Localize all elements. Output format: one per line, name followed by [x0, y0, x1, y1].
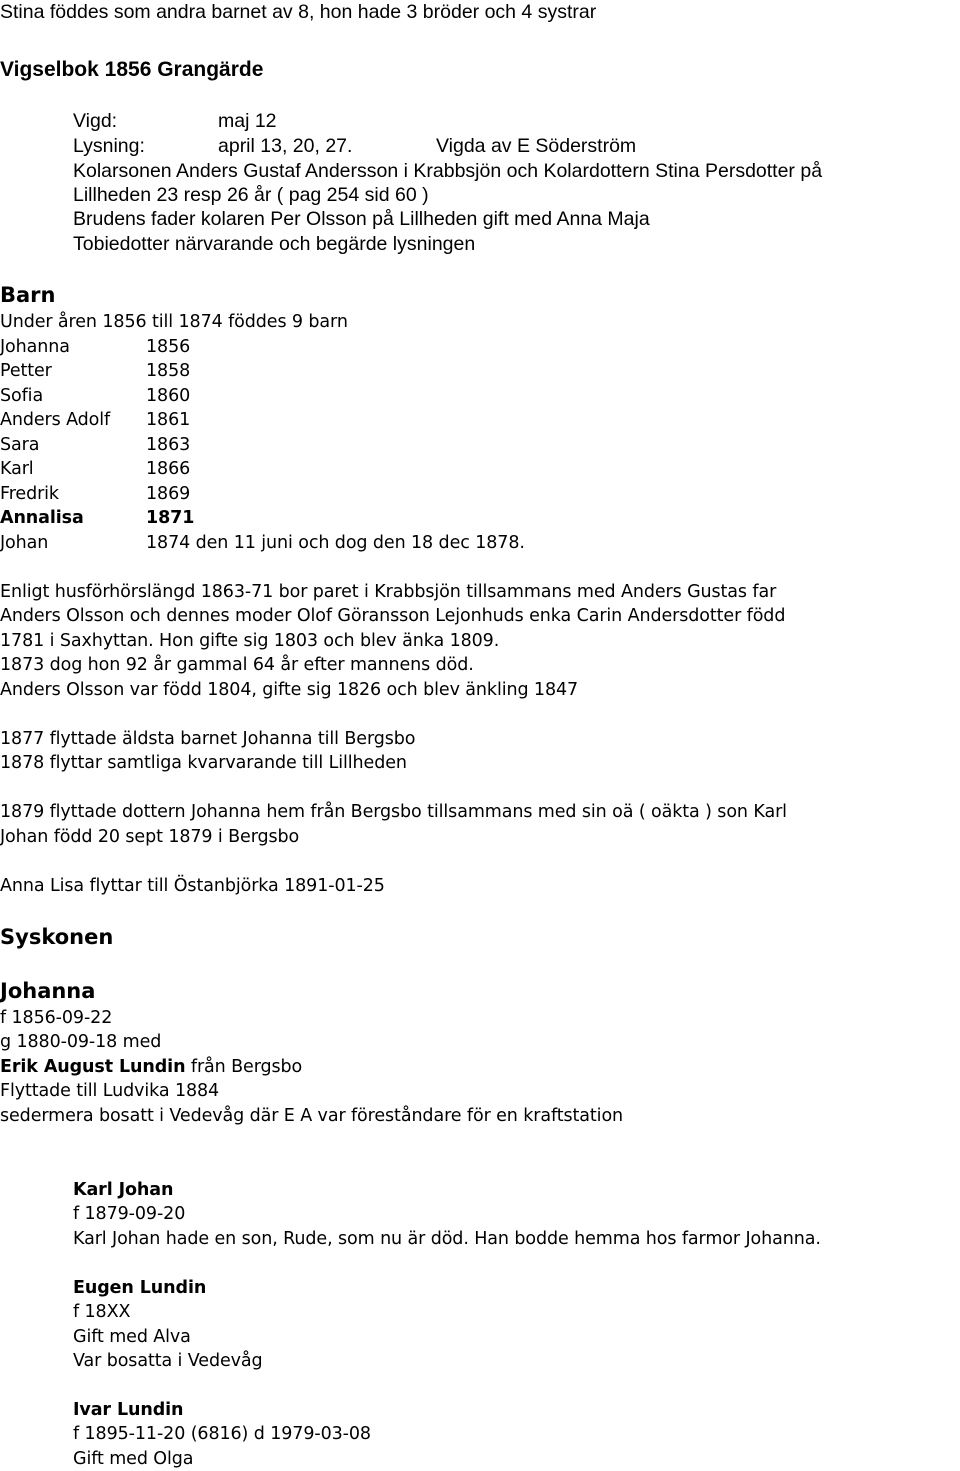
marriage-line: Brudens fader kolaren Per Olsson på Lillheden gift med Anna Maja: [73, 208, 650, 230]
child-name: Sofia: [0, 386, 44, 406]
flytt-line: 1877 flyttade äldsta barnet Johanna till Bergsbo: [0, 729, 416, 749]
child-row: [0, 433, 191, 457]
johanna-spouse: [0, 1055, 302, 1079]
marriage-line: Lillheden 23 resp 26 år ( pag 254 sid 60 ): [73, 184, 429, 206]
intro-text: Stina föddes som andra barnet av 8, hon hade 3 bröder och 4 systrar: [0, 1, 597, 23]
spouse-name: Erik August Lundin: [0, 1057, 186, 1077]
child-year: 1858: [146, 361, 191, 381]
lysning-label: Lysning:: [73, 135, 145, 157]
child-row: [0, 482, 191, 506]
eugen-born: f 18XX: [73, 1302, 131, 1322]
child-year: 1869: [146, 484, 191, 504]
child-year: 1860: [146, 386, 191, 406]
vigda-av: Vigda av E Söderström: [436, 135, 637, 157]
child-name: Fredrik: [0, 484, 59, 504]
husforhor-line: 1873 dog hon 92 år gammal 64 år efter mannens död.: [0, 655, 474, 675]
child-row: [0, 384, 191, 408]
johanna-married: g 1880-09-18 med: [0, 1032, 162, 1052]
child-year: 1871: [146, 508, 195, 528]
vigselbok-heading: Vigselbok 1856 Grangärde: [0, 58, 264, 81]
karl-johan-note: Karl Johan hade en son, Rude, som nu är död. Han bodde hemma hos farmor Johanna.: [73, 1229, 821, 1249]
husforhor-line: Anders Olsson var född 1804, gifte sig 1826 och blev änkling 1847: [0, 680, 579, 700]
johanna-later: sedermera bosatt i Vedevåg där E A var föreståndare för en kraftstation: [0, 1106, 624, 1126]
vigd-value: maj 12: [218, 110, 277, 132]
johanna-heading: Johanna: [0, 979, 96, 1003]
child-row: [0, 506, 195, 530]
marriage-line: Kolarsonen Anders Gustaf Andersson i Krabbsjön och Kolardottern Stina Persdotter på: [73, 160, 823, 182]
child-year: 1874 den 11 juni och dog den 18 dec 1878.: [146, 533, 525, 553]
husforhor-line: Enligt husförhörslängd 1863-71 bor paret i Krabbsjön tillsammans med Anders Gustas far: [0, 582, 777, 602]
lysning-row: [73, 134, 637, 158]
dottern-line: Johan född 20 sept 1879 i Bergsbo: [0, 827, 300, 847]
child-name: Karl: [0, 459, 34, 479]
vigd-row: [73, 109, 277, 133]
child-year: 1866: [146, 459, 191, 479]
barn-heading: Barn: [0, 283, 56, 307]
karl-johan-born: f 1879-09-20: [73, 1204, 186, 1224]
ivar-name: Ivar Lundin: [73, 1400, 184, 1420]
ivar-born: f 1895-11-20 (6816) d 1979-03-08: [73, 1424, 371, 1444]
eugen-married: Gift med Alva: [73, 1327, 191, 1347]
child-row: [0, 531, 525, 555]
child-name: Annalisa: [0, 508, 84, 528]
lysning-value: april 13, 20, 27.: [218, 135, 353, 157]
vigd-label: Vigd:: [73, 110, 118, 132]
child-row: [0, 359, 191, 383]
child-name: Johan: [0, 533, 49, 553]
anna-lisa-line: Anna Lisa flyttar till Östanbjörka 1891-01-25: [0, 876, 385, 896]
child-row: [0, 335, 191, 359]
husforhor-line: 1781 i Saxhyttan. Hon gifte sig 1803 och blev änka 1809.: [0, 631, 500, 651]
eugen-lived: Var bosatta i Vedevåg: [73, 1351, 263, 1371]
child-row: [0, 408, 191, 432]
johanna-born: f 1856-09-22: [0, 1008, 113, 1028]
spouse-origin: från Bergsbo: [185, 1057, 303, 1077]
ivar-married: Gift med Olga: [73, 1449, 194, 1469]
flytt-line: 1878 flyttar samtliga kvarvarande till Lillheden: [0, 753, 407, 773]
johanna-moved: Flyttade till Ludvika 1884: [0, 1081, 220, 1101]
syskonen-heading: Syskonen: [0, 925, 114, 949]
husforhor-line: Anders Olsson och dennes moder Olof Göransson Lejonhuds enka Carin Andersdotter född: [0, 606, 786, 626]
dottern-line: 1879 flyttade dottern Johanna hem från Bergsbo tillsammans med sin oä ( oäkta ) son Karl: [0, 802, 787, 822]
marriage-line: Tobiedotter närvarande och begärde lysningen: [73, 233, 476, 255]
child-year: 1856: [146, 337, 191, 357]
child-year: 1861: [146, 410, 191, 430]
karl-johan-name: Karl Johan: [73, 1180, 174, 1200]
child-name: Petter: [0, 361, 52, 381]
barn-intro: Under åren 1856 till 1874 föddes 9 barn: [0, 312, 348, 332]
eugen-name: Eugen Lundin: [73, 1278, 207, 1298]
child-name: Anders Adolf: [0, 410, 111, 430]
child-name: Sara: [0, 435, 40, 455]
child-year: 1863: [146, 435, 191, 455]
child-row: [0, 457, 191, 481]
child-name: Johanna: [0, 337, 70, 357]
